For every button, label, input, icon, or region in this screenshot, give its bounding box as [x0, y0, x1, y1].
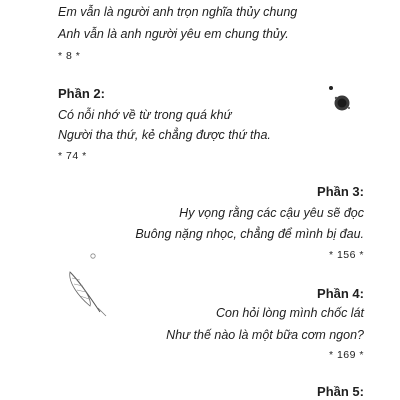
poem-line: Người tha thứ, kẻ chẳng được thứ tha.	[58, 128, 271, 142]
poem-line: Như thế nào là một bữa cơm ngon?	[166, 328, 364, 342]
page-number: * 8 *	[58, 50, 81, 62]
page-number: * 156 *	[328, 249, 364, 261]
poem-line: Con hỏi lòng mình chốc lát	[215, 306, 364, 320]
poem-line: Hy vọng rằng các cậu yêu sẽ đọc	[179, 206, 364, 220]
section-heading: Phần 2:	[58, 86, 105, 101]
poem-line: Em vẫn là người anh trọn nghĩa thủy chung	[58, 5, 298, 19]
section-heading: Phần 4:	[317, 286, 364, 301]
section-heading: Phần 5:	[317, 384, 364, 399]
poem-line: Buông nặng nhọc, chẳng để mình bị đau.	[135, 227, 364, 241]
page-number: * 74 *	[58, 150, 87, 162]
poem-line: Anh vẫn là anh người yêu em chung thủy.	[58, 27, 289, 41]
poem-line: Có nỗi nhớ về từ trong quá khứ	[58, 108, 232, 122]
section-heading: Phần 3:	[317, 184, 364, 199]
feather-icon	[60, 250, 116, 322]
page-number: * 169 *	[328, 349, 364, 361]
ink-blot-icon	[326, 84, 356, 114]
